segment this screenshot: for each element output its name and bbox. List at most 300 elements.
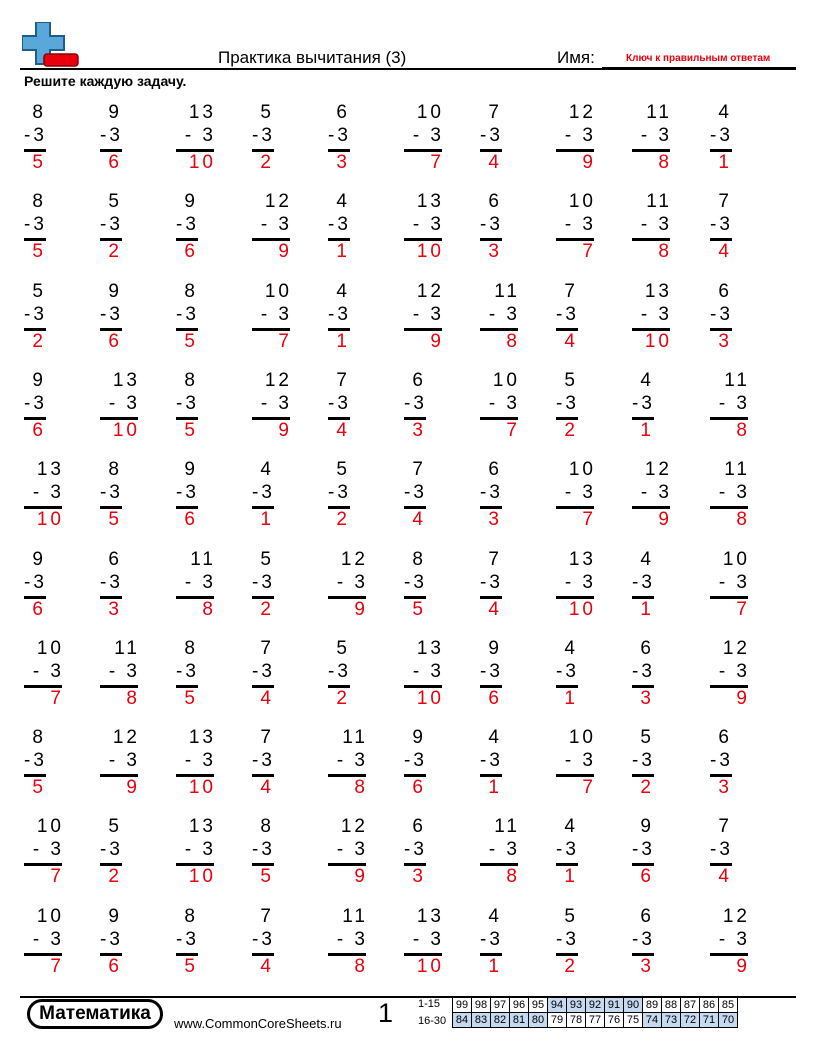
score-cell: 73 [662,1013,681,1028]
answer: 7 [278,331,292,352]
subtrahend: -3 [480,125,503,146]
problem-56 [404,549,460,619]
answer: 2 [108,241,122,262]
answer: 5 [260,866,274,887]
score-cell: 82 [491,1013,510,1028]
answer: 4 [260,777,274,798]
minuend: 11 [190,549,216,570]
answer-line [24,953,62,956]
answer: 4 [488,599,502,620]
problem-96 [404,906,460,976]
problem-7 [480,102,536,172]
answer: 1 [564,866,578,887]
answer-line [328,149,350,152]
minuend: 9 [108,906,122,927]
subtrahend: -3 [100,482,123,503]
answer: 7 [736,599,750,620]
minuend: 4 [640,370,654,391]
answer-line [632,328,670,331]
minuend: 10 [36,638,64,659]
subtrahend: - 3 [488,304,520,325]
answer: 4 [336,420,350,441]
subtrahend: -3 [328,661,351,682]
answer: 6 [488,688,502,709]
problem-51 [24,549,80,619]
header-divider [20,68,796,70]
answer: 9 [278,241,292,262]
answer-line [328,506,350,509]
subtrahend: -3 [252,929,275,950]
minuend: 13 [568,549,596,570]
minuend: 11 [342,906,368,927]
minuend: 4 [488,906,502,927]
answer: 1 [336,241,350,262]
problem-46 [404,459,460,529]
minuend: 13 [188,727,216,748]
minuend: 12 [340,816,368,837]
answer-line [632,506,670,509]
score-cell: 70 [719,1013,738,1028]
problem-23 [176,281,232,351]
answer-line [556,596,594,599]
answer-line [710,863,732,866]
problem-97 [480,906,536,976]
answer: 3 [412,420,426,441]
answer-line [24,774,46,777]
score-cell: 99 [453,998,472,1013]
answer-line [404,685,442,688]
subtrahend: - 3 [640,304,672,325]
minuend: 11 [494,816,520,837]
problem-65 [328,638,384,708]
answer: 6 [108,152,122,173]
answer-line [176,774,214,777]
answer: 2 [32,331,46,352]
minuend: 6 [640,906,654,927]
answer: 3 [108,599,122,620]
answer: 4 [260,688,274,709]
score-range-1-15: 1-15 [418,998,441,1010]
problem-74 [252,727,308,797]
problem-33 [176,370,232,440]
score-cell: 77 [586,1013,605,1028]
subtrahend: - 3 [336,839,368,860]
minuend: 4 [564,816,578,837]
minuend: 11 [724,370,750,391]
answer: 8 [506,331,520,352]
subtrahend: -3 [328,125,351,146]
subtrahend: -3 [556,661,579,682]
answer-line [556,328,578,331]
answer-line [480,149,502,152]
answer: 7 [582,241,596,262]
answer: 9 [278,420,292,441]
minuend: 11 [342,727,368,748]
answer: 2 [564,420,578,441]
answer: 4 [488,152,502,173]
answer: 7 [430,152,444,173]
minuend: 8 [412,549,426,570]
problem-99 [632,906,688,976]
problem-62 [100,638,156,708]
subtrahend: -3 [404,750,427,771]
minuend: 13 [416,191,444,212]
problem-26 [404,281,460,351]
answer: 10 [416,241,444,262]
minuend: 7 [260,906,274,927]
answer: 10 [568,599,596,620]
answer: 1 [640,599,654,620]
problem-52 [100,549,156,619]
problem-12 [100,191,156,261]
problem-13 [176,191,232,261]
answer: 2 [564,956,578,977]
answer: 1 [488,956,502,977]
name-label: Имя: [557,48,595,67]
minuend: 4 [564,638,578,659]
problem-11 [24,191,80,261]
subtrahend: -3 [252,482,275,503]
subtrahend: -3 [252,750,275,771]
problem-72 [100,727,156,797]
answer-line [176,863,214,866]
answer-line [328,685,350,688]
answer-line [100,863,122,866]
instructions: Решите каждую задачу. [24,73,187,89]
score-table [452,997,738,1028]
problem-4 [252,102,308,172]
problem-20 [710,191,766,261]
answer: 1 [564,688,578,709]
minuend: 5 [108,191,122,212]
answer-line [24,328,46,331]
subtrahend: - 3 [260,304,292,325]
minuend: 9 [640,816,654,837]
answer: 9 [430,331,444,352]
answer: 2 [108,866,122,887]
minuend: 10 [568,191,596,212]
minuend: 7 [412,459,426,480]
answer-line [252,149,274,152]
answer: 8 [202,599,216,620]
problem-47 [480,459,536,529]
subtrahend: -3 [24,214,47,235]
minuend: 12 [722,906,750,927]
subtrahend: -3 [632,929,655,950]
answer-line [100,328,122,331]
answer-line [252,328,290,331]
subtrahend: -3 [176,304,199,325]
minuend: 5 [260,549,274,570]
subtrahend: - 3 [336,929,368,950]
score-cell: 87 [681,998,700,1013]
score-cell: 85 [719,998,738,1013]
problem-76 [404,727,460,797]
answer-line [556,238,594,241]
answer: 3 [640,688,654,709]
answer-line [632,149,670,152]
subtrahend: - 3 [564,482,596,503]
problem-81 [24,816,80,886]
answer: 8 [354,956,368,977]
answer-line [632,238,670,241]
problem-44 [252,459,308,529]
minuend: 4 [260,459,274,480]
minuend: 8 [32,102,46,123]
answer-line [480,417,518,420]
answer-line [24,863,62,866]
score-cell: 90 [624,998,643,1013]
minuend: 10 [568,459,596,480]
subtrahend: - 3 [260,393,292,414]
subtrahend: -3 [556,393,579,414]
minuend: 10 [36,906,64,927]
score-cell: 74 [643,1013,662,1028]
score-cell: 83 [472,1013,491,1028]
minuend: 13 [188,816,216,837]
answer-line [100,953,122,956]
problem-73 [176,727,232,797]
answer: 10 [644,331,672,352]
minuend: 11 [646,102,672,123]
minuend: 12 [644,459,672,480]
subtrahend: -3 [480,929,503,950]
minuend: 7 [260,727,274,748]
subtrahend: - 3 [564,750,596,771]
problem-49 [632,459,688,529]
problem-30 [710,281,766,351]
minuend: 7 [488,549,502,570]
score-cell: 92 [586,998,605,1013]
subtrahend: - 3 [184,750,216,771]
problem-19 [632,191,688,261]
answer: 6 [108,331,122,352]
answer-line [710,685,748,688]
answer: 10 [112,420,140,441]
answer-line [328,417,350,420]
answer: 6 [412,777,426,798]
answer-line [404,417,426,420]
score-range-16-30: 16-30 [418,1015,447,1027]
problem-60 [710,549,766,619]
answer-line [632,774,654,777]
subtrahend: -3 [404,839,427,860]
minuend: 5 [336,638,350,659]
answer: 3 [336,152,350,173]
subtrahend: - 3 [718,393,750,414]
answer-key-label: Ключ к правильным ответам [626,53,771,64]
answer-line [100,238,122,241]
problem-42 [100,459,156,529]
problem-17 [480,191,536,261]
problem-75 [328,727,384,797]
minuend: 6 [718,727,732,748]
subtrahend: - 3 [564,214,596,235]
minuend: 8 [32,191,46,212]
score-cell: 72 [681,1013,700,1028]
answer: 3 [488,509,502,530]
answer-line [328,596,366,599]
answer: 1 [336,331,350,352]
subtrahend: - 3 [32,929,64,950]
answer-line [252,863,274,866]
subtrahend: - 3 [412,214,444,235]
answer-line [24,596,46,599]
problem-34 [252,370,308,440]
subtrahend: - 3 [640,214,672,235]
minuend: 8 [32,727,46,748]
answer-line [100,774,138,777]
score-row [453,998,738,1013]
answer-line [252,685,274,688]
answer-line [24,238,46,241]
answer-line [100,506,122,509]
problem-54 [252,549,308,619]
minuend: 7 [336,370,350,391]
answer-line [176,506,198,509]
subtrahend: -3 [404,393,427,414]
minuend: 9 [488,638,502,659]
problem-35 [328,370,384,440]
problem-64 [252,638,308,708]
problem-2 [100,102,156,172]
minuend: 4 [718,102,732,123]
answer-line [710,506,748,509]
minuend: 7 [718,191,732,212]
answer: 5 [184,331,198,352]
answer: 10 [416,688,444,709]
answer-line [556,506,594,509]
problem-85 [328,816,384,886]
problem-25 [328,281,384,351]
subtrahend: -3 [480,661,503,682]
answer-line [632,417,654,420]
answer: 7 [506,420,520,441]
subtrahend: - 3 [412,661,444,682]
problem-8 [556,102,612,172]
subtrahend: -3 [176,482,199,503]
subtrahend: -3 [328,482,351,503]
subtrahend: -3 [24,572,47,593]
answer: 9 [658,509,672,530]
subtrahend: - 3 [184,572,216,593]
problem-63 [176,638,232,708]
answer: 1 [488,777,502,798]
subtrahend: -3 [24,304,47,325]
answer: 4 [260,956,274,977]
minuend: 13 [36,459,64,480]
minuend: 6 [488,459,502,480]
minuend: 11 [114,638,140,659]
problem-70 [710,638,766,708]
answer: 7 [50,688,64,709]
problem-100 [710,906,766,976]
subtrahend: -3 [480,572,503,593]
answer-line [252,238,290,241]
problem-31 [24,370,80,440]
subtrahend: - 3 [32,661,64,682]
answer: 5 [412,599,426,620]
score-cell: 76 [605,1013,624,1028]
subtrahend: - 3 [412,304,444,325]
minuend: 10 [568,727,596,748]
problem-83 [176,816,232,886]
subtrahend: -3 [328,214,351,235]
answer-line [176,685,198,688]
answer-line [404,774,426,777]
minuend: 12 [722,638,750,659]
minuend: 12 [264,191,292,212]
minuend: 4 [336,281,350,302]
answer-line [24,685,62,688]
subtrahend: - 3 [640,482,672,503]
answer-line [100,149,122,152]
answer-line [556,863,578,866]
problem-59 [632,549,688,619]
answer-line [710,774,732,777]
minuend: 7 [488,102,502,123]
answer-line [176,238,198,241]
subtrahend: -3 [252,839,275,860]
minuend: 12 [568,102,596,123]
minuend: 6 [108,549,122,570]
problem-78 [556,727,612,797]
plus-minus-logo-icon [22,22,80,68]
subtrahend: - 3 [336,572,368,593]
answer: 9 [582,152,596,173]
answer-line [632,863,654,866]
minuend: 13 [416,906,444,927]
subtrahend: -3 [480,750,503,771]
answer-line [480,238,502,241]
subtrahend: - 3 [412,929,444,950]
subtrahend: -3 [710,125,733,146]
problem-82 [100,816,156,886]
answer: 5 [184,956,198,977]
answer-line [404,238,442,241]
minuend: 6 [412,370,426,391]
subtrahend: -3 [404,482,427,503]
problem-95 [328,906,384,976]
worksheet-title: Практика вычитания (3) [218,48,407,67]
answer: 7 [50,956,64,977]
answer: 9 [126,777,140,798]
problem-58 [556,549,612,619]
answer: 1 [260,509,274,530]
subtrahend: -3 [632,839,655,860]
problem-5 [328,102,384,172]
problem-77 [480,727,536,797]
minuend: 8 [184,281,198,302]
answer: 9 [736,956,750,977]
minuend: 5 [564,906,578,927]
score-cell: 91 [605,998,624,1013]
subtrahend: - 3 [108,661,140,682]
problem-80 [710,727,766,797]
answer-line [710,417,748,420]
minuend: 12 [264,370,292,391]
answer-line [328,238,350,241]
minuend: 13 [644,281,672,302]
minuend: 10 [264,281,292,302]
subtrahend: -3 [710,304,733,325]
answer: 2 [640,777,654,798]
subtrahend: -3 [24,393,47,414]
answer: 3 [718,777,732,798]
minuend: 4 [488,727,502,748]
minuend: 9 [108,281,122,302]
subtrahend: -3 [556,839,579,860]
